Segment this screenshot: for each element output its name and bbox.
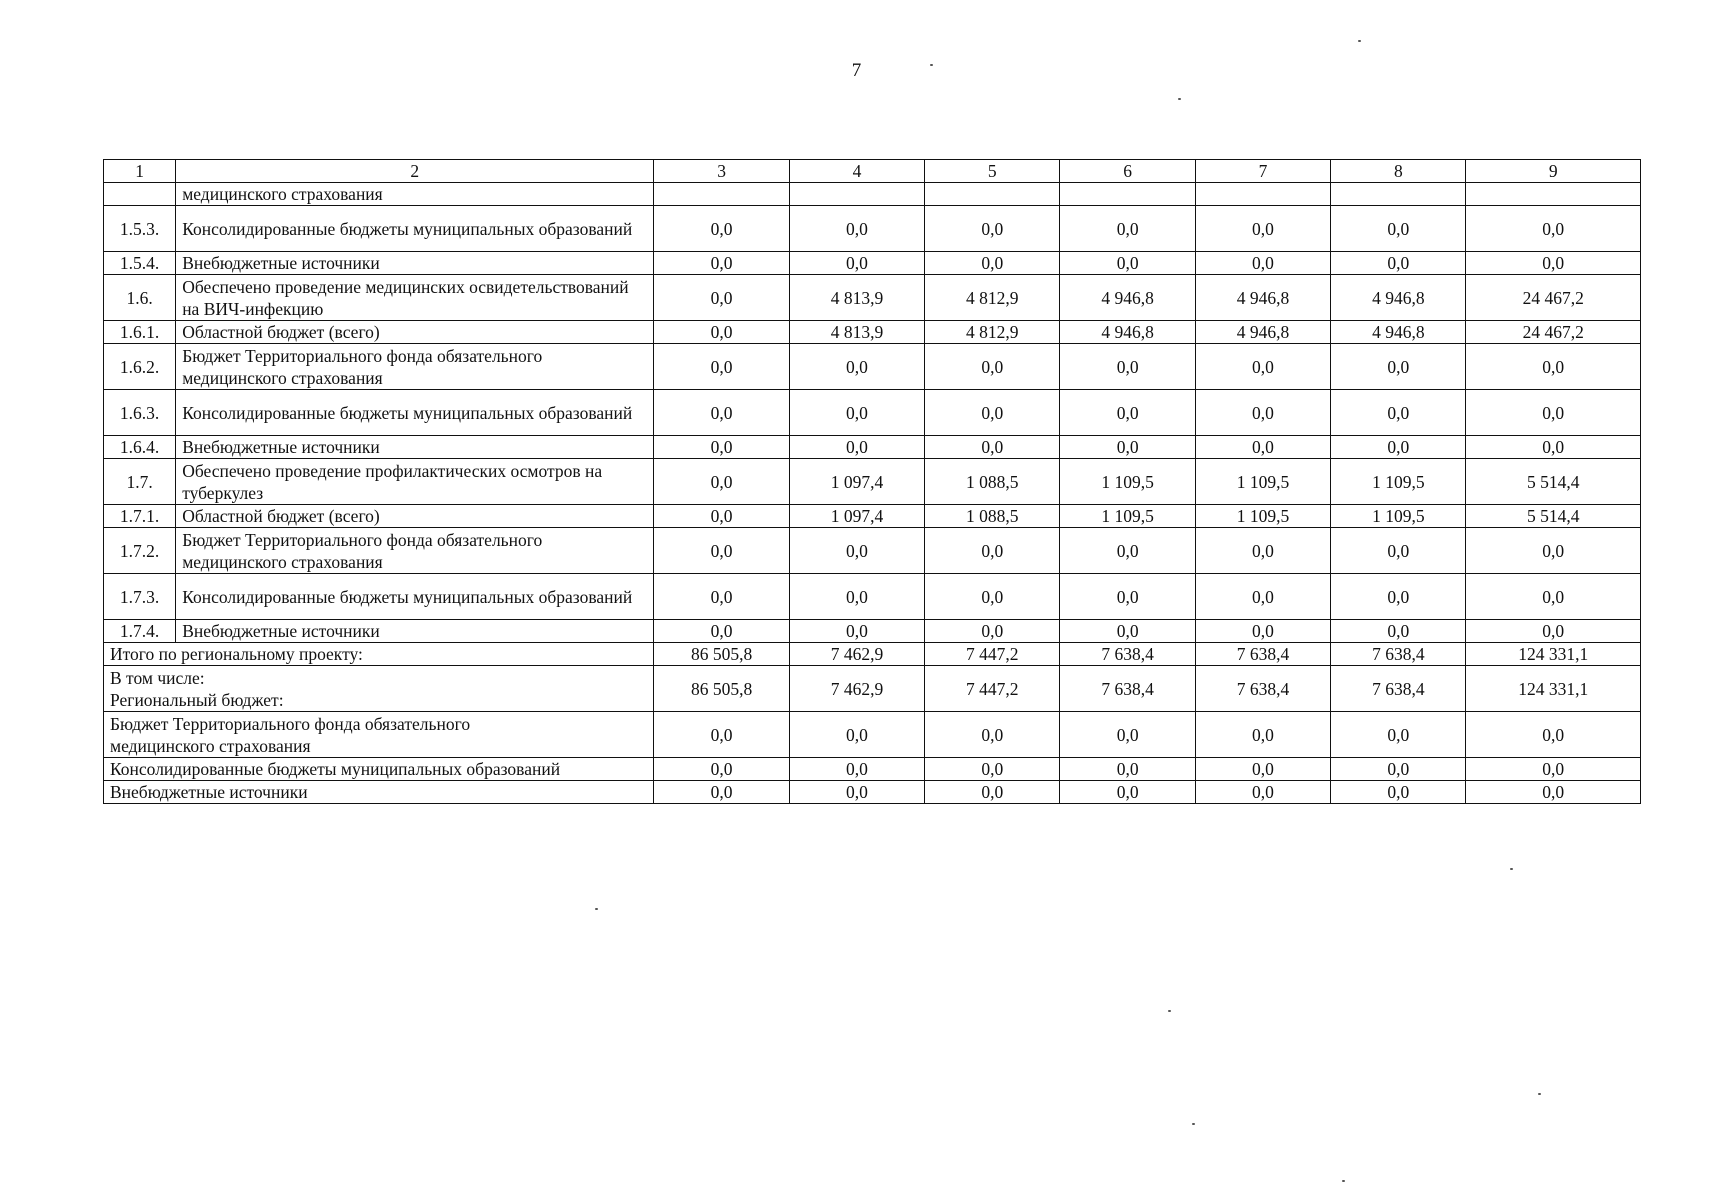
- value-cell: 0,0: [1060, 712, 1195, 758]
- value-cell: 0,0: [1195, 390, 1330, 436]
- summary-row-municipal: [104, 758, 1641, 781]
- value-cell: 1 088,5: [925, 459, 1060, 505]
- table-row: [104, 390, 1641, 436]
- row-label: медицинского страхования: [176, 183, 654, 206]
- row-label: Консолидированные бюджеты муниципальных образований: [176, 206, 654, 252]
- value-cell: 0,0: [925, 344, 1060, 390]
- value-cell: 7 638,4: [1331, 643, 1466, 666]
- value-cell: 0,0: [654, 390, 789, 436]
- value-cell: 0,0: [654, 344, 789, 390]
- value-cell: 1 109,5: [1331, 505, 1466, 528]
- value-cell: 0,0: [1060, 574, 1195, 620]
- value-cell: 0,0: [1331, 436, 1466, 459]
- value-cell: 5 514,4: [1466, 459, 1641, 505]
- value-cell: 0,0: [789, 574, 924, 620]
- row-code: 1.6.2.: [104, 344, 176, 390]
- header-cell: 2: [176, 160, 654, 183]
- value-cell: 4 946,8: [1060, 275, 1195, 321]
- value-cell: 0,0: [1466, 390, 1641, 436]
- value-cell: 7 462,9: [789, 643, 924, 666]
- table-row: [104, 505, 1641, 528]
- value-cell: [1466, 183, 1641, 206]
- value-cell: 0,0: [789, 436, 924, 459]
- value-cell: 24 467,2: [1466, 321, 1641, 344]
- summary-label-line: Региональный бюджет:: [110, 689, 284, 710]
- value-cell: 0,0: [1466, 206, 1641, 252]
- value-cell: 4 812,9: [925, 321, 1060, 344]
- value-cell: 0,0: [1195, 712, 1330, 758]
- value-cell: 7 638,4: [1195, 666, 1330, 712]
- value-cell: 0,0: [654, 459, 789, 505]
- summary-row-tfoms: [104, 712, 1641, 758]
- value-cell: 1 109,5: [1060, 505, 1195, 528]
- value-cell: 0,0: [1060, 620, 1195, 643]
- scan-speck: [1168, 1010, 1171, 1012]
- table-row: [104, 252, 1641, 275]
- table-row: [104, 574, 1641, 620]
- value-cell: 0,0: [789, 781, 924, 804]
- value-cell: 0,0: [925, 574, 1060, 620]
- value-cell: 0,0: [789, 344, 924, 390]
- value-cell: 0,0: [1195, 620, 1330, 643]
- value-cell: 0,0: [1466, 574, 1641, 620]
- value-cell: 0,0: [1331, 620, 1466, 643]
- value-cell: 7 447,2: [925, 666, 1060, 712]
- value-cell: 0,0: [1466, 712, 1641, 758]
- value-cell: 0,0: [654, 712, 789, 758]
- row-label: Консолидированные бюджеты муниципальных образований: [176, 574, 654, 620]
- row-label: Внебюджетные источники: [176, 252, 654, 275]
- summary-label: Консолидированные бюджеты муниципальных образований: [104, 758, 654, 781]
- value-cell: 7 638,4: [1195, 643, 1330, 666]
- table-row: [104, 183, 1641, 206]
- value-cell: 0,0: [654, 758, 789, 781]
- row-code: 1.7.1.: [104, 505, 176, 528]
- row-label: Бюджет Территориального фонда обязательного медицинского страхования: [176, 344, 654, 390]
- value-cell: 0,0: [1466, 344, 1641, 390]
- row-code: 1.6.1.: [104, 321, 176, 344]
- header-cell: 6: [1060, 160, 1195, 183]
- value-cell: 0,0: [925, 390, 1060, 436]
- scan-speck: [1178, 98, 1181, 100]
- value-cell: 0,0: [1060, 781, 1195, 804]
- value-cell: 0,0: [1060, 344, 1195, 390]
- value-cell: 1 109,5: [1195, 505, 1330, 528]
- row-code: [104, 183, 176, 206]
- value-cell: [925, 183, 1060, 206]
- value-cell: 0,0: [1195, 758, 1330, 781]
- value-cell: 0,0: [1195, 574, 1330, 620]
- value-cell: 4 946,8: [1331, 275, 1466, 321]
- value-cell: 0,0: [789, 528, 924, 574]
- value-cell: 0,0: [1195, 344, 1330, 390]
- row-code: 1.6.4.: [104, 436, 176, 459]
- value-cell: 7 638,4: [1060, 643, 1195, 666]
- value-cell: 1 109,5: [1331, 459, 1466, 505]
- row-code: 1.7.3.: [104, 574, 176, 620]
- table-row: [104, 321, 1641, 344]
- header-cell: 7: [1195, 160, 1330, 183]
- value-cell: 0,0: [789, 758, 924, 781]
- scan-speck: [1510, 868, 1513, 870]
- scan-speck: [595, 908, 598, 910]
- header-cell: 8: [1331, 160, 1466, 183]
- value-cell: 0,0: [925, 781, 1060, 804]
- value-cell: 0,0: [1331, 344, 1466, 390]
- header-cell: 9: [1466, 160, 1641, 183]
- budget-table: [103, 159, 1641, 804]
- value-cell: 1 088,5: [925, 505, 1060, 528]
- value-cell: 0,0: [1195, 252, 1330, 275]
- value-cell: 4 812,9: [925, 275, 1060, 321]
- value-cell: 0,0: [1195, 206, 1330, 252]
- value-cell: 0,0: [1331, 781, 1466, 804]
- value-cell: [1195, 183, 1330, 206]
- row-code: 1.5.4.: [104, 252, 176, 275]
- value-cell: 0,0: [789, 390, 924, 436]
- row-code: 1.7.4.: [104, 620, 176, 643]
- value-cell: 0,0: [1060, 390, 1195, 436]
- row-label: Бюджет Территориального фонда обязательного медицинского страхования: [176, 528, 654, 574]
- value-cell: 5 514,4: [1466, 505, 1641, 528]
- value-cell: 0,0: [654, 781, 789, 804]
- header-cell: 5: [925, 160, 1060, 183]
- value-cell: [654, 183, 789, 206]
- table-row: [104, 206, 1641, 252]
- value-cell: [789, 183, 924, 206]
- value-cell: 0,0: [1466, 252, 1641, 275]
- value-cell: 0,0: [1060, 528, 1195, 574]
- row-label: Обеспечено проведение медицинских освидетельствований на ВИЧ-инфекцию: [176, 275, 654, 321]
- value-cell: 4 813,9: [789, 321, 924, 344]
- summary-label: Бюджет Территориального фонда обязательного медицинского страхования: [104, 712, 654, 758]
- row-code: 1.7.: [104, 459, 176, 505]
- value-cell: 4 813,9: [789, 275, 924, 321]
- value-cell: 0,0: [925, 758, 1060, 781]
- summary-row-regional: [104, 666, 1641, 712]
- value-cell: 0,0: [1466, 781, 1641, 804]
- value-cell: 86 505,8: [654, 643, 789, 666]
- table-row: [104, 459, 1641, 505]
- summary-label: [104, 666, 654, 712]
- value-cell: 0,0: [1060, 252, 1195, 275]
- value-cell: 0,0: [1466, 758, 1641, 781]
- value-cell: 0,0: [1195, 436, 1330, 459]
- value-cell: 0,0: [789, 252, 924, 275]
- value-cell: 0,0: [1060, 436, 1195, 459]
- row-label: Консолидированные бюджеты муниципальных образований: [176, 390, 654, 436]
- value-cell: 0,0: [654, 206, 789, 252]
- header-cell: 4: [789, 160, 924, 183]
- table-row: [104, 344, 1641, 390]
- value-cell: 1 097,4: [789, 459, 924, 505]
- value-cell: 0,0: [1331, 712, 1466, 758]
- value-cell: 0,0: [1466, 620, 1641, 643]
- scan-speck: [1342, 1180, 1345, 1182]
- row-label: Областной бюджет (всего): [176, 321, 654, 344]
- value-cell: 0,0: [654, 321, 789, 344]
- value-cell: 4 946,8: [1195, 321, 1330, 344]
- value-cell: 0,0: [1331, 574, 1466, 620]
- value-cell: 124 331,1: [1466, 643, 1641, 666]
- value-cell: 0,0: [925, 206, 1060, 252]
- value-cell: 0,0: [925, 528, 1060, 574]
- value-cell: 86 505,8: [654, 666, 789, 712]
- value-cell: 0,0: [1331, 758, 1466, 781]
- scan-speck: [1538, 1093, 1541, 1095]
- value-cell: 0,0: [654, 275, 789, 321]
- value-cell: 0,0: [925, 620, 1060, 643]
- value-cell: 0,0: [1060, 206, 1195, 252]
- value-cell: 0,0: [789, 620, 924, 643]
- value-cell: 0,0: [654, 252, 789, 275]
- value-cell: 0,0: [1331, 390, 1466, 436]
- table-row: [104, 620, 1641, 643]
- value-cell: 0,0: [654, 574, 789, 620]
- value-cell: [1331, 183, 1466, 206]
- value-cell: 0,0: [1331, 252, 1466, 275]
- summary-label-line: В том числе:: [110, 667, 205, 688]
- row-code: 1.6.3.: [104, 390, 176, 436]
- summary-label: Итого по региональному проекту:: [104, 643, 654, 666]
- table-row: [104, 436, 1641, 459]
- header-cell: 1: [104, 160, 176, 183]
- table-row: [104, 528, 1641, 574]
- value-cell: 24 467,2: [1466, 275, 1641, 321]
- value-cell: 0,0: [654, 528, 789, 574]
- value-cell: 1 109,5: [1195, 459, 1330, 505]
- value-cell: 0,0: [925, 436, 1060, 459]
- row-label: Обеспечено проведение профилактических осмотров на туберкулез: [176, 459, 654, 505]
- value-cell: [1060, 183, 1195, 206]
- value-cell: 7 447,2: [925, 643, 1060, 666]
- value-cell: 1 097,4: [789, 505, 924, 528]
- value-cell: 0,0: [1195, 781, 1330, 804]
- header-row: [104, 160, 1641, 183]
- row-code: 1.6.: [104, 275, 176, 321]
- value-cell: 0,0: [654, 436, 789, 459]
- summary-row-extrabudget: [104, 781, 1641, 804]
- scan-speck: [1192, 1123, 1195, 1125]
- scan-speck: [1358, 40, 1361, 42]
- table-row: [104, 275, 1641, 321]
- summary-row-total: [104, 643, 1641, 666]
- value-cell: 0,0: [1060, 758, 1195, 781]
- value-cell: 0,0: [925, 712, 1060, 758]
- row-code: 1.7.2.: [104, 528, 176, 574]
- value-cell: 0,0: [1466, 436, 1641, 459]
- value-cell: 0,0: [925, 252, 1060, 275]
- value-cell: 0,0: [789, 712, 924, 758]
- row-label: Внебюджетные источники: [176, 620, 654, 643]
- page-number: 7: [851, 60, 862, 81]
- summary-label: Внебюджетные источники: [104, 781, 654, 804]
- value-cell: 0,0: [654, 505, 789, 528]
- value-cell: 0,0: [654, 620, 789, 643]
- value-cell: 0,0: [789, 206, 924, 252]
- value-cell: 4 946,8: [1331, 321, 1466, 344]
- value-cell: 7 638,4: [1060, 666, 1195, 712]
- row-label: Областной бюджет (всего): [176, 505, 654, 528]
- value-cell: 7 462,9: [789, 666, 924, 712]
- header-cell: 3: [654, 160, 789, 183]
- value-cell: 0,0: [1331, 206, 1466, 252]
- value-cell: 4 946,8: [1195, 275, 1330, 321]
- row-code: 1.5.3.: [104, 206, 176, 252]
- row-label: Внебюджетные источники: [176, 436, 654, 459]
- value-cell: 4 946,8: [1060, 321, 1195, 344]
- value-cell: 124 331,1: [1466, 666, 1641, 712]
- value-cell: 0,0: [1195, 528, 1330, 574]
- value-cell: 7 638,4: [1331, 666, 1466, 712]
- value-cell: 0,0: [1331, 528, 1466, 574]
- value-cell: 1 109,5: [1060, 459, 1195, 505]
- value-cell: 0,0: [1466, 528, 1641, 574]
- scan-speck: [930, 64, 933, 66]
